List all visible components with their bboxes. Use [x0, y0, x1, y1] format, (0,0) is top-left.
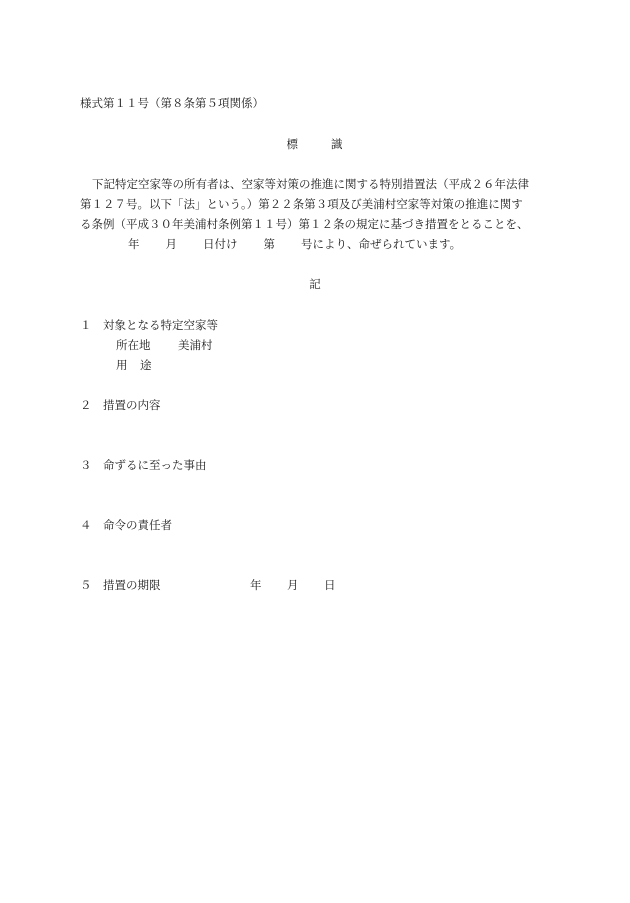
item-3-number: ３	[80, 458, 92, 472]
location-label: 所在地	[116, 338, 151, 352]
issue-day-label: 日付け	[203, 237, 238, 251]
ki-heading: 記	[309, 277, 321, 291]
title-part-1: 標	[286, 137, 299, 151]
item-1-number: １	[80, 318, 92, 332]
item-5	[0, 577, 630, 593]
document-title	[0, 136, 630, 152]
item-4-number: ４	[80, 518, 92, 532]
item-4	[0, 517, 630, 533]
item-3-label: 命ずるに至った事由	[103, 458, 207, 472]
issue-number-rest: 号により、命ぜられています。	[301, 237, 462, 251]
issue-month-label: 月	[165, 237, 177, 251]
item-1-location	[0, 337, 630, 353]
item-2-label: 措置の内容	[103, 398, 161, 412]
location-value: 美浦村	[178, 338, 213, 352]
deadline-year-label: 年	[250, 578, 262, 592]
title-part-2: 識	[331, 137, 344, 151]
body-line-2: 第１２７号。以下「法」という。）第２２条第３項及び美浦村空家等対策の推進に関す	[80, 197, 523, 211]
deadline-month-label: 月	[287, 578, 299, 592]
item-5-number: ５	[80, 578, 92, 592]
item-1-label: 対象となる特定空家等	[103, 318, 218, 332]
item-5-label: 措置の期限	[103, 578, 161, 592]
issue-year-label: 年	[128, 237, 140, 251]
use-label-2: 途	[140, 358, 152, 372]
issue-number-dai: 第	[263, 237, 275, 251]
item-2-number: ２	[80, 398, 92, 412]
deadline-day-label: 日	[324, 578, 336, 592]
body-line-1: 下記特定空家等の所有者は、空家等対策の推進に関する特別措置法（平成２６年法律	[92, 177, 529, 191]
item-1	[0, 317, 630, 333]
item-2	[0, 397, 630, 413]
body-line-4	[128, 236, 461, 252]
form-number: 様式第１１号（第８条第５項関係）	[80, 96, 264, 110]
item-4-label: 命令の責任者	[103, 518, 172, 532]
use-label-1: 用	[116, 358, 128, 372]
item-3	[0, 457, 630, 473]
body-line-3: る条例（平成３０年美浦村条例第１１号）第１２条の規定に基づき措置をとることを、	[80, 217, 529, 231]
item-1-use	[0, 357, 630, 373]
